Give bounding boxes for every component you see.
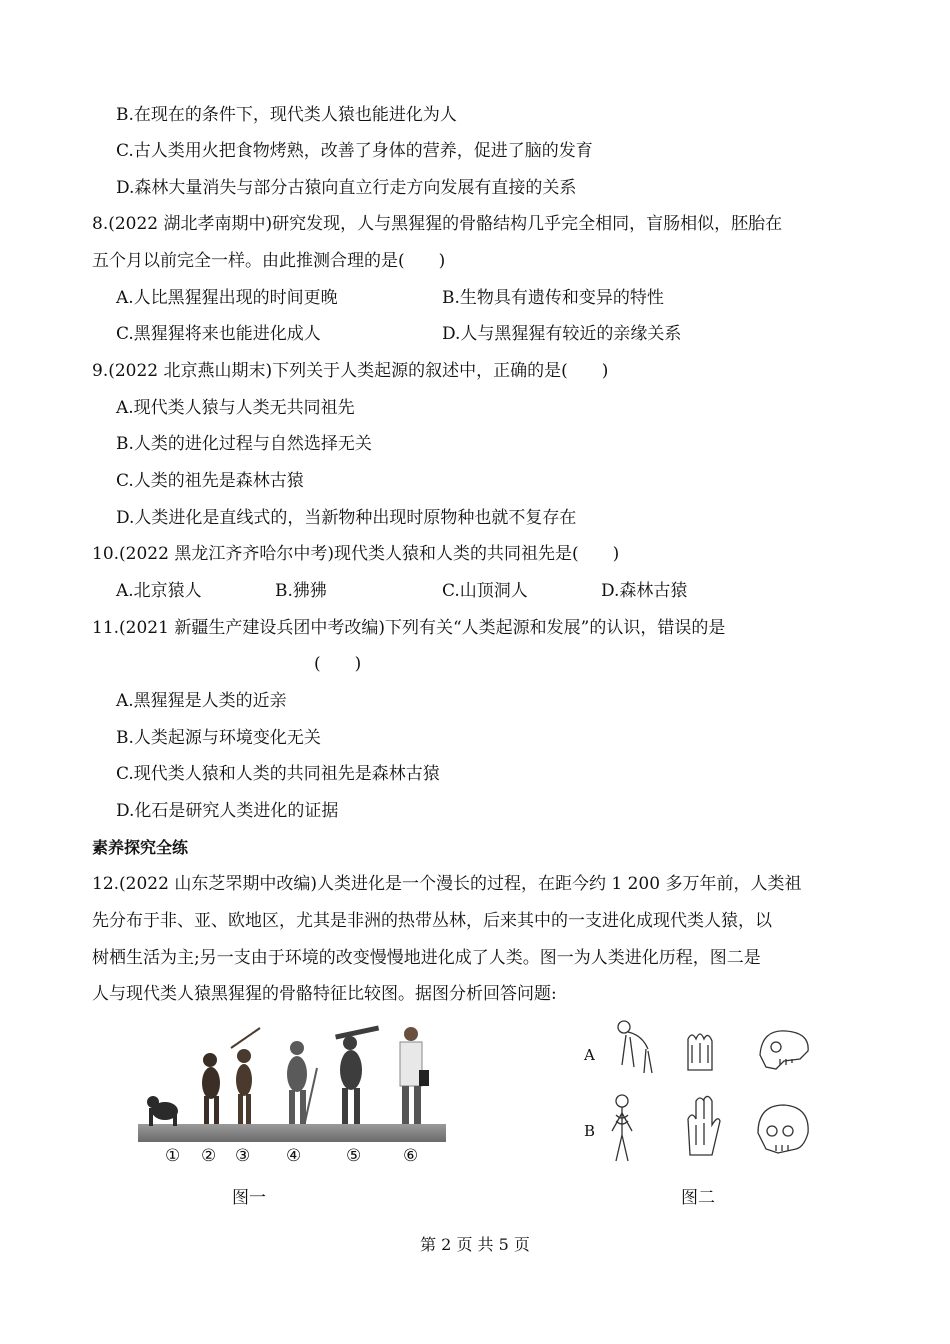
q9-option-b: B.人类的进化过程与自然选择无关 bbox=[116, 434, 372, 454]
figure1-label-2: ② bbox=[201, 1146, 217, 1166]
figure1-caption: 图一 bbox=[232, 1188, 266, 1208]
q9-stem: 9.(2022 北京燕山期末)下列关于人类起源的叙述中，正确的是( ) bbox=[92, 361, 609, 381]
q11-option-c: C.现代类人猿和人类的共同祖先是森林古猿 bbox=[116, 764, 440, 784]
q7-option-b: B.在现在的条件下，现代类人猿也能进化为人 bbox=[116, 105, 457, 125]
q7-option-c: C.古人类用火把食物烤熟，改善了身体的营养，促进了脑的发育 bbox=[116, 141, 593, 161]
figure1-label-4: ④ bbox=[286, 1146, 302, 1166]
q12-stem-line1: 12.(2022 山东芝罘期中改编)人类进化是一个漫长的过程，在距今约 1 200 多万年前，人类祖 bbox=[92, 874, 802, 894]
q9-option-c: C.人类的祖先是森林古猿 bbox=[116, 471, 304, 491]
q8-option-b: B.生物具有遗传和变异的特性 bbox=[442, 288, 664, 308]
figure2-caption: 图二 bbox=[681, 1188, 715, 1208]
q11-option-a: A.黑猩猩是人类的近亲 bbox=[116, 691, 287, 711]
q10-option-d: D.森林古猿 bbox=[601, 581, 688, 601]
q11-stem: 11.(2021 新疆生产建设兵团中考改编)下列有关“人类起源和发展”的认识，错误的是 bbox=[92, 618, 726, 638]
q10-option-a: A.北京猿人 bbox=[116, 581, 202, 601]
q8-option-c: C.黑猩猩将来也能进化成人 bbox=[116, 324, 321, 344]
figure2-skeleton-image bbox=[600, 1015, 820, 1165]
q10-stem: 10.(2022 黑龙江齐齐哈尔中考)现代类人猿和人类的共同祖先是( ) bbox=[92, 544, 620, 564]
q11-answer-blank: ( ) bbox=[314, 654, 362, 674]
q9-option-a: A.现代类人猿与人类无共同祖先 bbox=[116, 398, 355, 418]
q8-stem-line1: 8.(2022 湖北孝南期中)研究发现，人与黑猩猩的骨骼结构几乎完全相同，盲肠相似，胚胎在 bbox=[92, 214, 783, 234]
q11-option-b: B.人类起源与环境变化无关 bbox=[116, 728, 321, 748]
q8-option-a: A.人比黑猩猩出现的时间更晚 bbox=[116, 288, 338, 308]
page-footer: 第 2 页 共 5 页 bbox=[420, 1235, 530, 1254]
figure2-row-a-label: A bbox=[584, 1046, 595, 1064]
q10-option-c: C.山顶洞人 bbox=[442, 581, 528, 601]
q10-option-b: B.狒狒 bbox=[275, 581, 327, 601]
q12-stem-line2: 先分布于非、亚、欧地区，尤其是非洲的热带丛林，后来其中的一支进化成现代类人猿，以 bbox=[92, 911, 772, 931]
figure1-label-1: ① bbox=[165, 1146, 181, 1166]
q11-option-d: D.化石是研究人类进化的证据 bbox=[116, 801, 339, 821]
q8-option-d: D.人与黑猩猩有较近的亲缘关系 bbox=[442, 324, 682, 344]
q7-option-d: D.森林大量消失与部分古猿向直立行走方向发展有直接的关系 bbox=[116, 178, 577, 198]
q9-option-d: D.人类进化是直线式的，当新物种出现时原物种也就不复存在 bbox=[116, 508, 577, 528]
q8-stem-line2: 五个月以前完全一样。由此推测合理的是( ) bbox=[92, 251, 446, 271]
figure1-label-6: ⑥ bbox=[403, 1146, 419, 1166]
section-heading: 素养探究全练 bbox=[92, 838, 189, 857]
q12-stem-line3: 树栖生活为主;另一支由于环境的改变慢慢地进化成了人类。图一为人类进化历程，图二是 bbox=[92, 948, 761, 968]
figure1-label-3: ③ bbox=[235, 1146, 251, 1166]
figure1-label-5: ⑤ bbox=[346, 1146, 362, 1166]
q12-stem-line4: 人与现代类人猿黑猩猩的骨骼特征比较图。据图分析回答问题: bbox=[92, 984, 557, 1004]
figure2-row-b-label: B bbox=[584, 1122, 596, 1140]
